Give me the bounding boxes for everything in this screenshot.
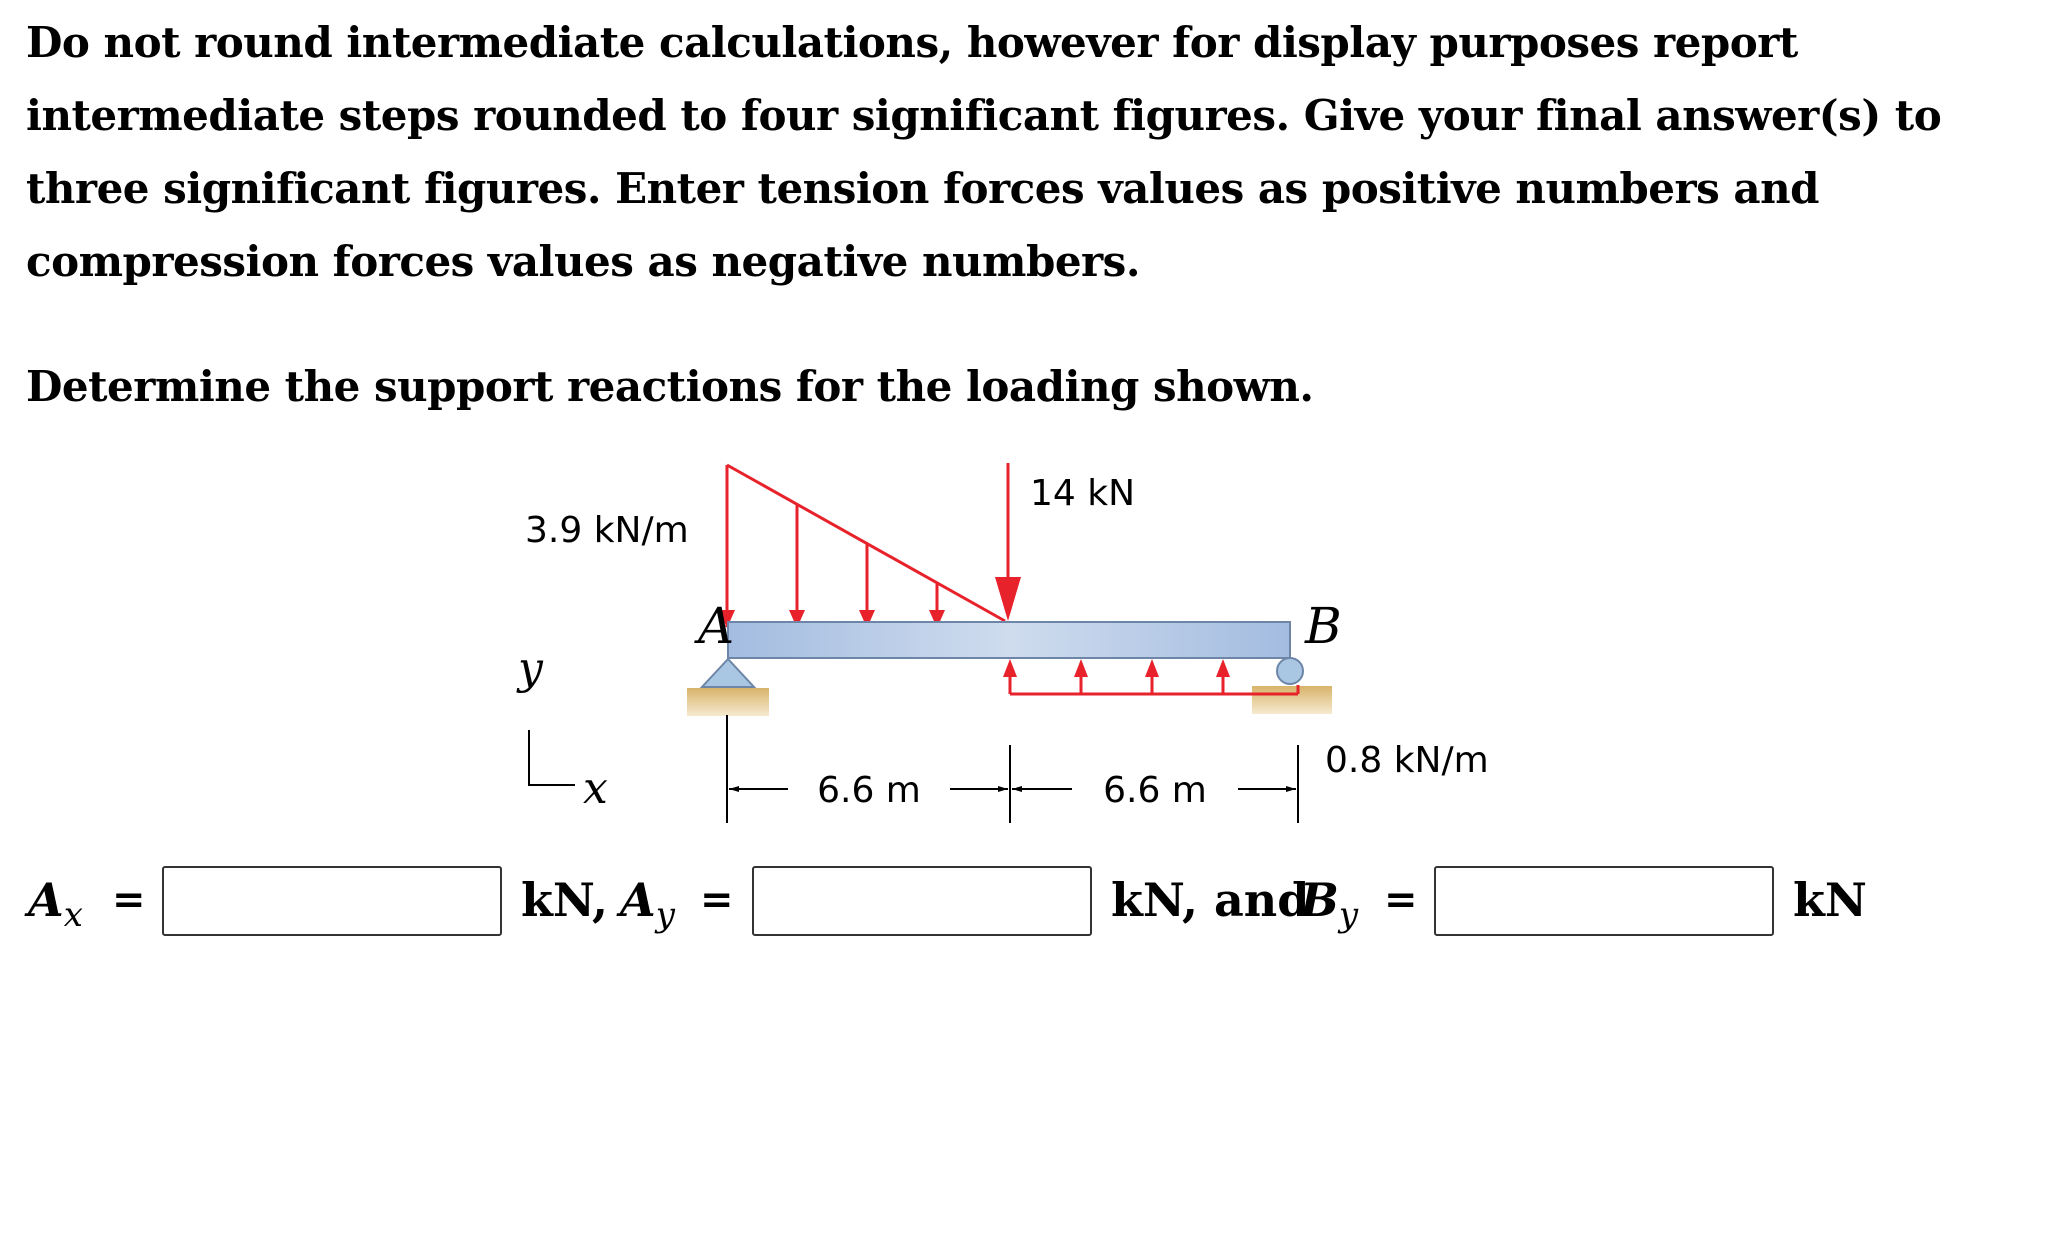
triangular-distributed-load	[719, 465, 1005, 628]
load-arrow	[859, 543, 875, 628]
ax-subscript: x	[63, 895, 83, 935]
beam	[728, 622, 1290, 658]
ay-equals: =	[700, 876, 734, 923]
ay-input[interactable]	[752, 866, 1092, 936]
ay-unit: kN, and	[1111, 873, 1310, 927]
instructions-text: Do not round intermediate calculations, however for display purposes report intermediate steps rounded to four significant figures. Give your final answer(s) to three significant figures. Enter tension forces values as positive numbers and compression forces values as negative numbers.	[26, 18, 1942, 286]
load-arrow	[1074, 659, 1088, 694]
ay-symbol: A	[620, 873, 656, 927]
load-arrow	[1216, 659, 1230, 694]
by-label	[1300, 858, 1358, 957]
distributed-load-bottom-label: 0.8 kN/m	[1325, 740, 1489, 781]
answer-row	[0, 858, 2046, 942]
ay-subscript: y	[655, 895, 675, 935]
point-load-label: 14 kN	[1030, 473, 1136, 514]
span-1-label: 6.6 m	[817, 770, 921, 811]
ay-label	[620, 858, 675, 957]
coordinate-axes	[516, 643, 608, 814]
axis-y-label: y	[518, 643, 543, 694]
ax-equals: =	[112, 876, 146, 923]
ax-input[interactable]	[162, 866, 502, 936]
ax-unit: kN,	[521, 873, 608, 927]
load-arrow	[789, 504, 805, 628]
beam-diagram	[480, 445, 1560, 845]
by-subscript: y	[1338, 895, 1359, 935]
problem-prompt: Determine the support reactions for the loading shown.	[26, 362, 1314, 411]
support-a-label: A	[698, 597, 735, 655]
support-b-label: B	[1305, 597, 1342, 655]
span-2-label: 6.6 m	[1103, 770, 1207, 811]
load-arrow	[1145, 659, 1159, 694]
ax-symbol: A	[28, 873, 64, 927]
axis-x-label: x	[583, 763, 608, 814]
roller-support-b	[1252, 658, 1332, 714]
distributed-load-top-label: 3.9 kN/m	[525, 510, 689, 551]
dimension-lines	[727, 715, 1298, 823]
pin-support-a	[687, 659, 769, 716]
by-input[interactable]	[1434, 866, 1774, 936]
point-load-arrow	[995, 463, 1021, 621]
load-arrow	[1003, 659, 1017, 694]
by-symbol: B	[1300, 873, 1339, 927]
by-equals: =	[1384, 876, 1418, 923]
ax-label	[28, 858, 83, 957]
by-unit: kN	[1793, 873, 1867, 927]
